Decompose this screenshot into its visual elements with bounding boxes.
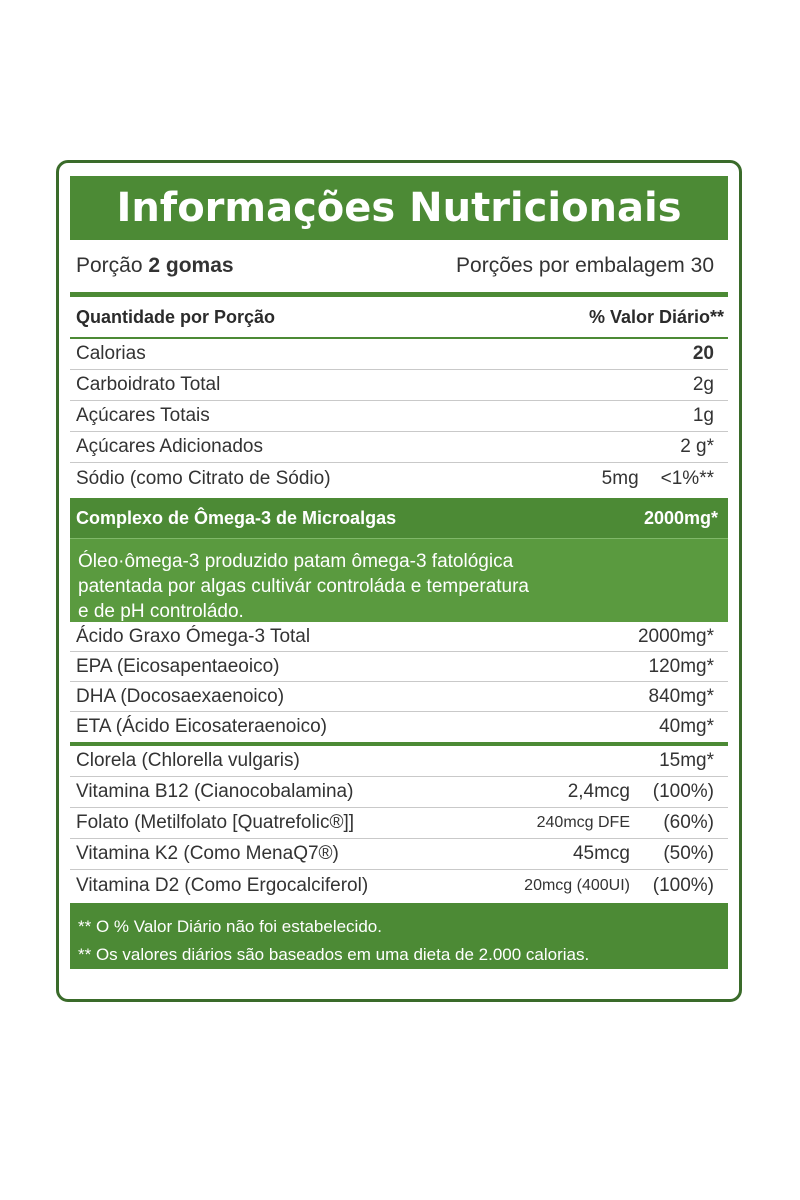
vitamin-name: Vitamina D2 (Como Ergocalciferol) [76,874,369,896]
basic-nutrients [70,339,728,494]
omega-rows [70,622,728,742]
omega-name: DHA (Docosaexaenoico) [76,685,285,707]
vitamin-name: Vitamina K2 (Como MenaQ7®) [76,843,339,864]
vitamin-rows [70,746,728,901]
nutrient-value: 2 g* [680,436,714,457]
vitamin-amount: 2,4mcg [567,781,630,802]
omega-value: 40mg* [659,716,714,737]
description-line: e de pH controládo. [78,601,244,622]
panel-title: Informações Nutricionais [70,176,728,240]
footnote: ** O % Valor Diário não foi estabelecido. [78,917,382,936]
omega-name: EPA (Eicosapentaeoico) [76,655,280,677]
servings-per-package: Porções por embalagem 30 [456,254,714,277]
nutrient-value: 1g [692,405,714,426]
vitamin-name: Vitamina B12 (Cianocobalamina) [76,781,354,802]
vitamin-amount: 45mcg [572,843,630,864]
vitamin-row [70,746,728,777]
description-line: patentada por algas cultivár controláda e temperatura [78,576,529,597]
nutrient-row [70,401,728,432]
vitamin-daily-value: (100%) [652,874,714,896]
column-header [70,297,728,339]
omega-value: 840mg* [648,685,714,707]
footnote: ** Os valores diários são baseados em uma dieta de 2.000 calorias. [78,945,590,964]
nutrient-row [70,370,728,401]
nutrient-row [70,432,728,463]
portion-label: Porção [76,254,143,277]
omega-name: Ácido Graxo Ómega-3 Total [76,625,311,647]
vitamin-daily-value: (100%) [652,781,714,802]
nutrient-name: Açúcares Adicionados [76,436,263,457]
nutrient-row [70,463,728,494]
vitamin-row [70,870,728,901]
nutrient-row [70,339,728,370]
omega-row [70,712,728,742]
omega-row [70,652,728,682]
vitamin-amount: 20mcg (400UI) [524,876,630,894]
omega-complex-header [70,498,728,538]
description-line: Óleo·ômega-3 produzido patam ômega-3 fatológica [78,551,514,572]
nutrient-name: Calorias [76,343,146,364]
nutrient-name: Açúcares Totais [76,405,210,426]
vitamin-row [70,808,728,839]
vitamin-row [70,777,728,808]
vitamin-row [70,839,728,870]
vitamin-daily-value: 15mg* [659,750,714,771]
omega-complex-name: Complexo de Ômega-3 de Microalgas [76,507,397,528]
amount-per-serving-header: Quantidade por Porção [76,306,276,327]
nutrient-value: 2g [692,374,714,395]
nutrient-daily-value: <1%** [660,467,714,489]
vitamin-daily-value: (50%) [663,843,714,864]
nutrient-name: Sódio (como Citrato de Sódio) [76,467,331,489]
footnotes [70,903,728,969]
omega-row [70,622,728,652]
omega-complex-description [70,538,728,622]
omega-row [70,682,728,712]
vitamin-name: Folato (Metilfolato [Quatrefolic®]] [76,812,354,833]
omega-value: 2000mg* [637,625,714,647]
vitamin-amount: 240mcg DFE [536,814,630,831]
daily-value-header: % Valor Diário** [588,306,724,327]
portion-value: 2 gomas [148,254,234,277]
vitamin-name: Clorela (Chlorella vulgaris) [76,750,300,771]
nutrient-value: 5mg [601,467,639,489]
vitamin-daily-value: (60%) [663,812,714,833]
nutrient-name: Carboidrato Total [76,374,221,395]
nutrition-facts-panel [70,176,728,969]
nutrient-value: 20 [692,343,714,364]
portion-size [76,254,234,278]
omega-value: 120mg* [648,655,714,677]
omega-complex-value: 2000mg* [643,507,718,528]
serving-info [70,240,728,297]
omega-name: ETA (Ácido Eicosateraenoico) [76,716,327,737]
